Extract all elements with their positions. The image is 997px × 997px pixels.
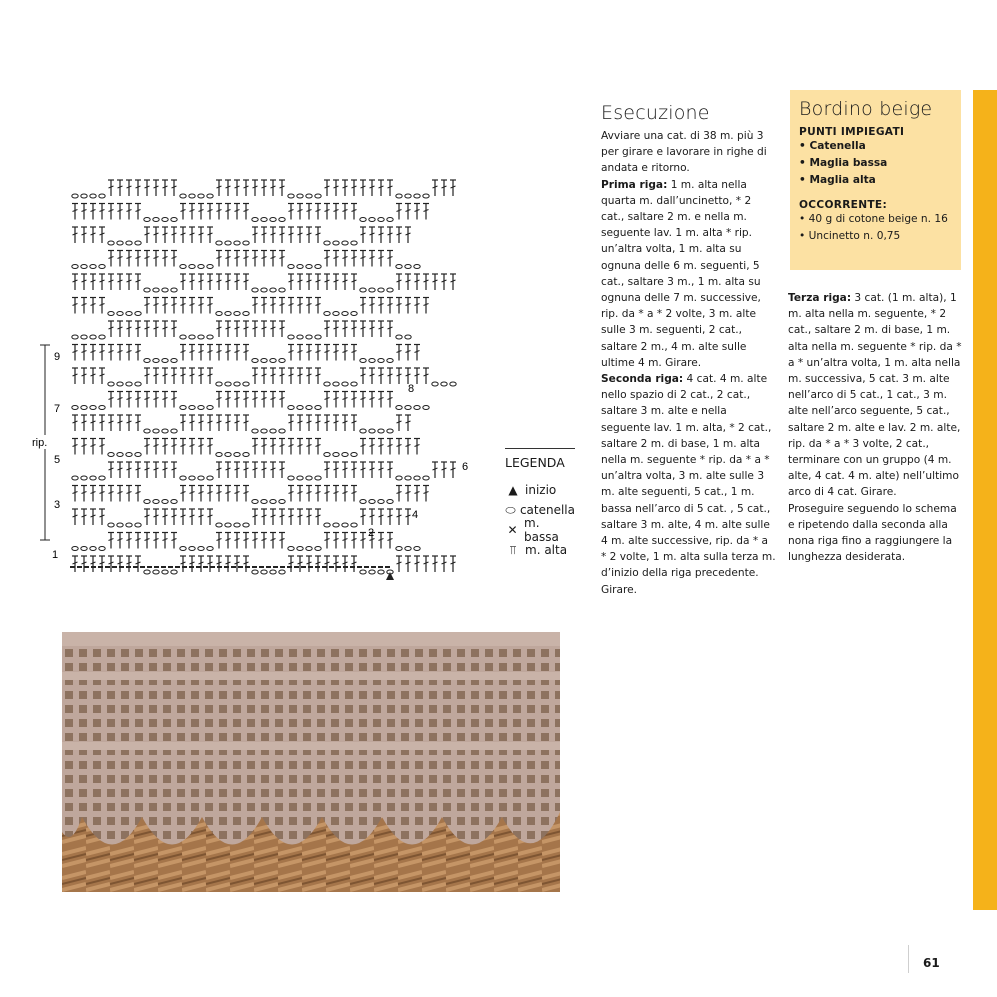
- page-number: 61: [923, 956, 940, 970]
- execution-intro: Avviare una cat. di 38 m. più 3 per girare e lavorare in righe di andata e ritorno.: [601, 130, 767, 175]
- row-number: 7: [54, 403, 61, 415]
- row3-instructions: Terza riga: 3 cat. (1 m. alta), 1 m. alta nella m. seguente, * 2 cat., saltare 2 m. di base, 1 m. alta nella m. seguente * rip. da * a * un’altra volta, 1 m. alta nella m. successiva, 5 cat. 3 m. alte nell’arco di 5 cat., 1 cat., 3 m. alte nell’arco seguente, 5 cat., saltare 2 m. alte e lav. 2 m. alte, rip. da * a * 3 volte, 2 cat., terminare con un gruppo (4 m. alte, 4 cat. 4 m. alte) nell’ultimo arco di 4 cat. Girare.: [788, 292, 962, 499]
- closing-instructions: Proseguire seguendo lo schema e ripetendo dalla seconda alla nona riga fino a raggiungere la lunghezza desiderata.: [788, 502, 957, 564]
- row2-instructions: Seconda riga: 4 cat. 4 m. alte nello spazio di 2 cat., 2 cat., saltare 3 m. alte e nella seguente lav. 1 m. alta, * 2 cat., saltare 2 m. di base, 1 m. alta nella m. seguente * rip. da * a * un’altra volta, 3 m. alte sulle 3 m. alte seguenti, 5 cat., 1 m. bassa nell’arco di 5 cat. , 5 cat., saltare 3 m. alte, 4 m. alte sulle 4 m. alte successive, rip. da * a * 2 volte, 1 m. alta sulla terza m. d’inizio della riga precedente. Girare.: [601, 373, 776, 596]
- legend-item: ⫪ m. alta: [505, 540, 575, 560]
- legend: [505, 448, 575, 560]
- legend-title: LEGENDA: [505, 455, 565, 470]
- row-number: 9: [54, 351, 61, 363]
- row1-instructions: Prima riga: 1 m. alta nella quarta m. dall’uncinetto, * 2 cat., saltare 2 m. e nella m. seguente lav. 1 m. alta * rip. un’altra volta, 1 m. alta su ognuna delle 6 m. seguenti, 5 cat., saltare 3 m., 1 m. alta su ognuna delle 7 m. successive, rip. da * a * 2 volte, 3 m. alte sulle 3 m. seguenti, 2 cat., saltare 2 m., 4 m. alte sulle ultime 4 m. Girare.: [601, 178, 761, 369]
- list-item: • Maglia bassa: [799, 155, 952, 172]
- execution-title: Esecuzione: [601, 102, 710, 124]
- stitches-list: [799, 138, 952, 189]
- stitch-grid: [70, 180, 456, 574]
- continuation-column: [788, 290, 963, 565]
- accent-band: [973, 90, 997, 910]
- list-item: • Uncinetto n. 0,75: [799, 228, 952, 245]
- list-item: • Catenella: [799, 138, 952, 155]
- crochet-chart: [30, 170, 490, 590]
- step-number: 8: [408, 383, 415, 395]
- execution-column: [601, 102, 776, 598]
- arrow-up-icon: ▲: [508, 483, 518, 497]
- list-item: • 40 g di cotone beige n. 16: [799, 211, 952, 228]
- step-number: 2: [368, 527, 375, 539]
- single-crochet-icon: ✕: [507, 523, 518, 537]
- box-title: Bordino beige: [799, 98, 933, 120]
- materials-heading: OCCORRENTE:: [799, 199, 887, 211]
- page-divider: [908, 945, 909, 973]
- stitches-heading: PUNTI IMPIEGATI: [799, 126, 905, 138]
- chain-stitch-icon: ⬭: [505, 502, 516, 517]
- row-number: 3: [54, 499, 61, 511]
- materials-box: [790, 90, 961, 270]
- row-number: 5: [54, 454, 61, 466]
- double-crochet-icon: ⫪: [509, 542, 517, 557]
- edging-photo: [62, 632, 560, 892]
- step-number: 6: [462, 461, 469, 473]
- row-number: 1: [52, 549, 59, 561]
- legend-item: ⬭ catenella: [505, 502, 575, 517]
- legend-item: ✕ m. bassa: [505, 520, 575, 540]
- list-item: • Maglia alta: [799, 172, 952, 189]
- repeat-label: rip.: [32, 437, 48, 449]
- materials-list: [799, 211, 952, 245]
- legend-item: ▲ inizio: [505, 480, 575, 500]
- step-number: 4: [412, 509, 419, 521]
